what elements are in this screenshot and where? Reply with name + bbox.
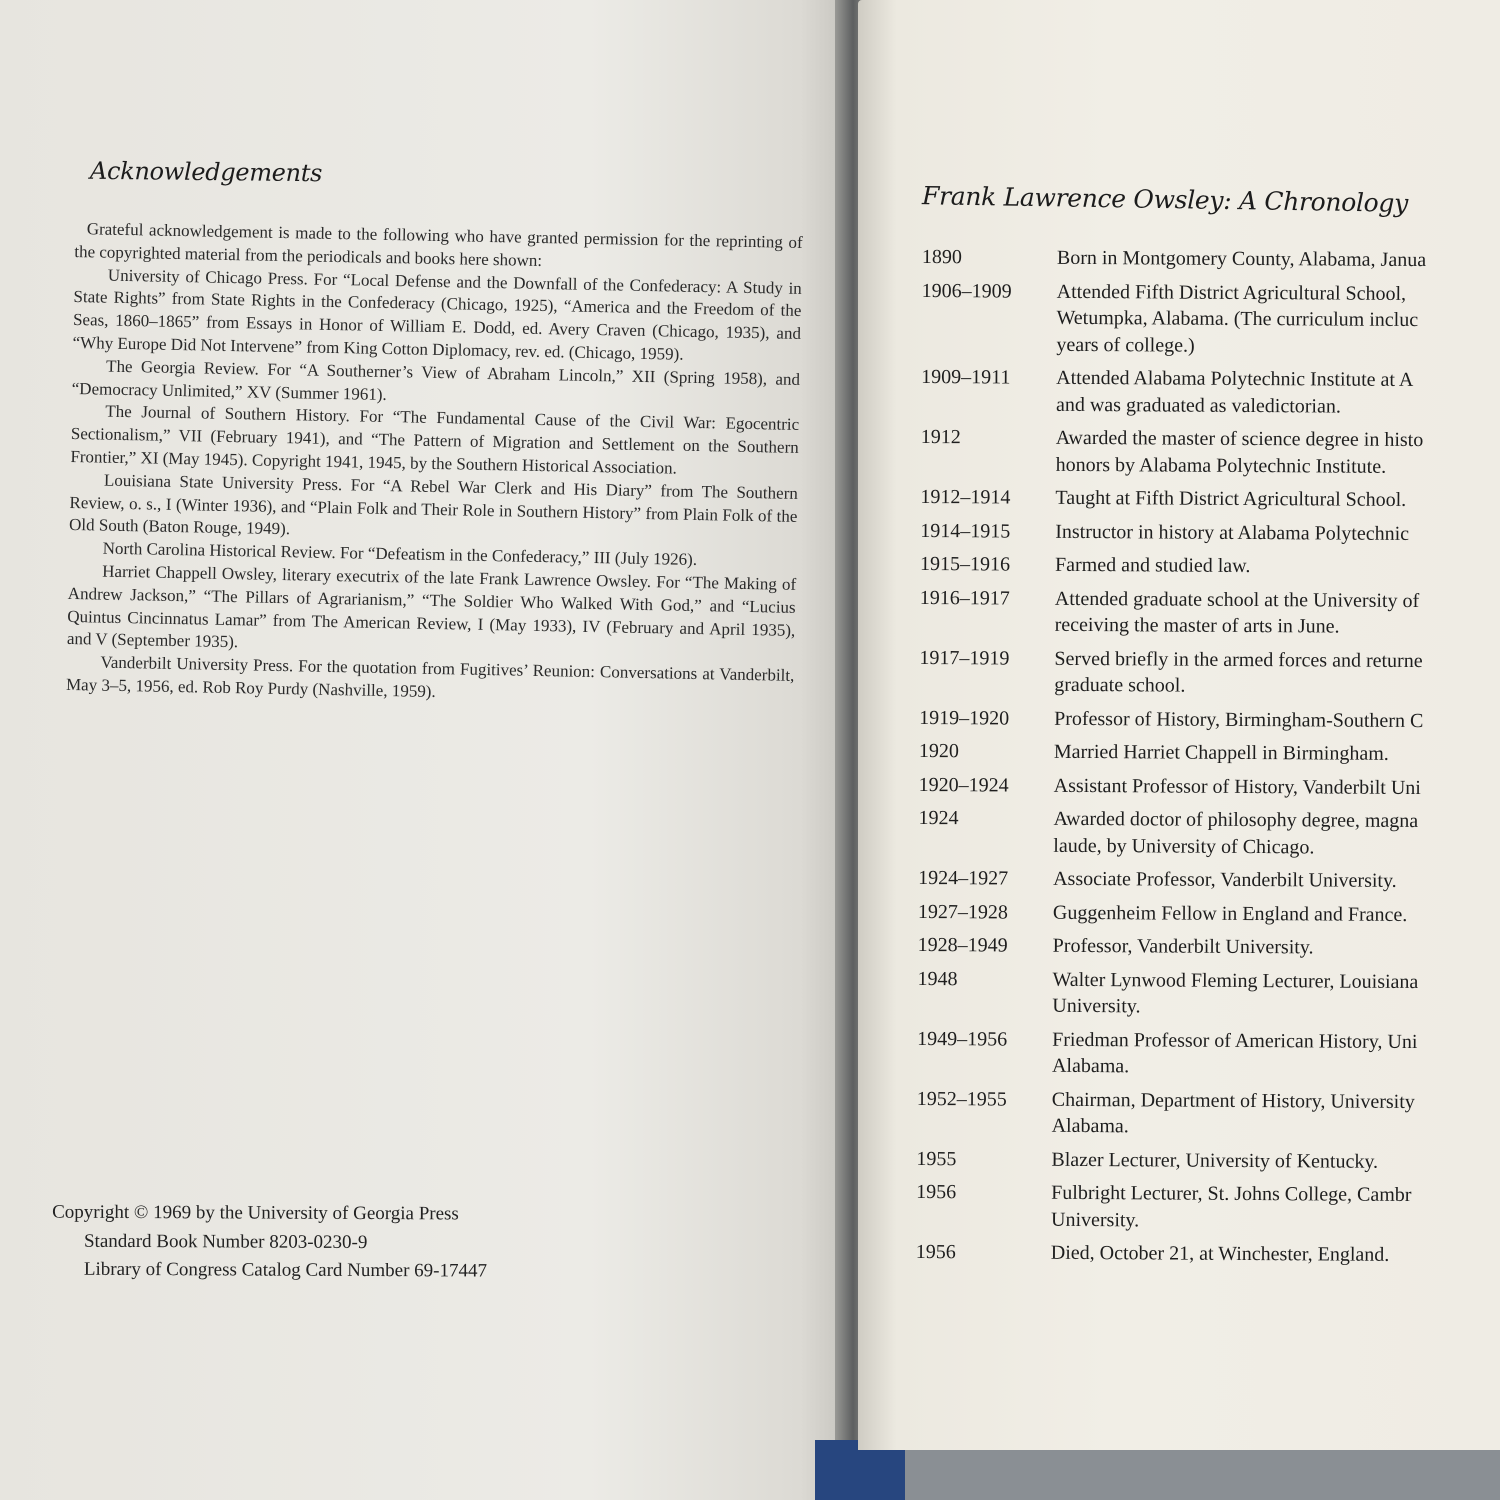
chronology-event	[1056, 365, 1500, 421]
chronology-event-line: Professor, Vanderbilt University.	[1052, 934, 1314, 959]
chronology-row	[918, 865, 1500, 895]
chronology-row	[920, 584, 1500, 641]
chronology-event-line: Attended Fifth District Agricultural School,	[1056, 280, 1407, 305]
chronology-year: 1924–1927	[918, 866, 1009, 890]
acknowledgement-entry: University of Chicago Press. For “Local Defense and the Downfall of the Confederacy: A Study in State Rights” from State Rights in the Confederacy (Chicago, 1925), “America and the Freedom of the Seas, 1860–1865” from Essays in Honor of William E. Dodd, ed. Avery Craven (Chicago, 1935), and “Why Europe Did Not Intervene” from King Cotton Diplomacy, rev. ed. (Chicago, 1959).	[72, 265, 802, 364]
chronology-year: 1919–1920	[919, 706, 1010, 730]
chronology-row	[917, 1025, 1500, 1082]
chronology-event-line: Taught at Fifth District Agricultural School.	[1055, 486, 1407, 511]
chronology-year: 1916–1917	[919, 586, 1010, 610]
chronology-event	[1053, 866, 1500, 896]
chronology-row	[916, 1145, 1500, 1175]
chronology-event-line: Born in Montgomery County, Alabama, Janua	[1056, 246, 1427, 272]
chronology-event	[1051, 1146, 1500, 1176]
chronology-event	[1054, 645, 1500, 701]
chronology-year: 1906–1909	[921, 279, 1012, 303]
chronology-event-line: Attended graduate school at the University of	[1054, 587, 1420, 612]
chronology-event	[1055, 585, 1500, 641]
chronology-event-line: Friedman Professor of American History, Uni	[1052, 1028, 1418, 1053]
chronology-event	[1052, 1026, 1500, 1082]
copyright-line: Copyright © 1969 by the University of Georgia Press	[52, 1201, 459, 1225]
chronology-event-line: Awarded the master of science degree in histo	[1055, 426, 1424, 452]
chronology-row	[916, 1179, 1500, 1236]
chronology-row	[918, 932, 1500, 962]
chronology-year: 1912–1914	[920, 485, 1011, 509]
copyright-block	[52, 1199, 672, 1287]
chronology-row	[920, 517, 1500, 547]
chronology-row	[918, 898, 1500, 928]
chronology-event-line: Died, October 21, at Winchester, England.	[1050, 1241, 1390, 1266]
chronology-event-line: Walter Lynwood Fleming Lecturer, Louisiana	[1052, 968, 1419, 993]
chronology-event-line: laude, by University of Chicago.	[1053, 834, 1315, 858]
chronology-list	[916, 244, 1500, 1276]
chronology-row	[919, 771, 1500, 801]
chronology-event	[1053, 806, 1500, 862]
chronology-event-line: Married Harriet Chappell in Birmingham.	[1053, 740, 1389, 765]
chronology-event	[1053, 899, 1500, 929]
chronology-event-line: years of college.)	[1056, 333, 1195, 357]
chronology-year: 1927–1928	[917, 900, 1008, 924]
chronology-year: 1956	[916, 1180, 957, 1204]
chronology-year: 1952–1955	[916, 1087, 1007, 1111]
chronology-event	[1056, 278, 1500, 361]
chronology-row	[921, 277, 1500, 360]
chronology-year: 1920–1924	[918, 773, 1009, 797]
chronology-year: 1928–1949	[917, 933, 1008, 957]
chronology-event	[1056, 425, 1500, 481]
chronology-year: 1924	[918, 806, 959, 830]
chronology-row	[916, 1239, 1500, 1269]
chronology-event	[1054, 705, 1500, 735]
chronology-event-line: Assistant Professor of History, Vanderbilt Uni	[1053, 774, 1421, 799]
chronology-event	[1054, 772, 1500, 802]
acknowledgement-entry: Vanderbilt University Press. For the quotation from Fugitives’ Reunion: Conversations at Vanderbilt, May 3–5, 1956, ed. Rob Roy Purdy (Nashville, 1959).	[65, 652, 795, 701]
chronology-event-line: Alabama.	[1051, 1114, 1129, 1138]
chronology-event	[1055, 485, 1500, 515]
chronology-event-line: Served briefly in the armed forces and returne	[1054, 647, 1423, 672]
chronology-event-line: Instructor in history at Alabama Polytechnic	[1055, 520, 1410, 545]
chronology-row	[919, 704, 1500, 734]
chronology-year: 1890	[921, 245, 962, 269]
chronology-event-line: graduate school.	[1054, 673, 1186, 697]
chronology-row	[920, 551, 1500, 581]
chronology-row	[922, 244, 1500, 274]
chronology-row	[917, 1085, 1500, 1142]
chronology-event-line: Blazer Lecturer, University of Kentucky.	[1051, 1148, 1379, 1173]
acknowledgements-body	[66, 218, 803, 711]
chronology-event-line: Associate Professor, Vanderbilt University.	[1053, 867, 1397, 892]
chronology-row	[919, 738, 1500, 768]
chronology-event-line: Farmed and studied law.	[1054, 553, 1251, 578]
chronology-year: 1949–1956	[917, 1027, 1008, 1051]
chronology-event	[1055, 552, 1500, 582]
standard-book-number: Standard Book Number 8203-0230-9	[83, 1230, 368, 1253]
catalog-card-number: Library of Congress Catalog Card Number 69-17447	[83, 1258, 488, 1282]
chronology-event	[1051, 1240, 1500, 1270]
chronology-year: 1915–1916	[919, 552, 1011, 576]
chronology-row	[920, 484, 1500, 514]
chronology-event-line: Chairman, Department of History, University	[1051, 1088, 1415, 1113]
chronology-event-line: Attended Alabama Polytechnic Institute at A	[1056, 366, 1414, 392]
chronology-event	[1055, 518, 1500, 548]
acknowledgements-intro: Grateful acknowledgement is made to the following who have granted permission for the reprinting of the copyrighted material from the periodicals and books here shown:	[74, 219, 803, 270]
acknowledgement-entry: Harriet Chappell Owsley, literary executrix of the late Frank Lawrence Owsley. For “The Making of Andrew Jackson,” “The Pillars of Agrarianism,” “The Soldier Who Walked With God,” and “Lucius Quintus Cincinnatus Lamar” from The American Review, I (May 1933), IV (February and April 1935), and V (September 1935).	[66, 561, 797, 652]
chronology-event-line: University.	[1052, 994, 1141, 1018]
chronology-event-line: Alabama.	[1051, 1054, 1130, 1078]
chronology-row	[919, 644, 1500, 701]
chronology-year: 1955	[916, 1147, 957, 1170]
acknowledgement-entry: The Georgia Review. For “A Southerner’s View of Abraham Lincoln,” XII (Spring 1958), and “Democracy Unlimited,” XV (Summer 1961).	[71, 356, 801, 404]
chronology-heading: Frank Lawrence Owsley: A Chronology	[921, 181, 1409, 218]
chronology-year: 1948	[917, 967, 958, 990]
chronology-event-line: and was graduated as valedictorian.	[1055, 393, 1341, 418]
chronology-event	[1053, 933, 1500, 963]
acknowledgements-heading: Acknowledgements	[89, 156, 323, 188]
chronology-year: 1920	[918, 739, 959, 763]
chronology-row	[918, 805, 1500, 862]
chronology-year: 1909–1911	[921, 365, 1011, 389]
chronology-event	[1054, 739, 1500, 769]
chronology-event	[1057, 245, 1500, 275]
chronology-event-line: University.	[1050, 1208, 1140, 1231]
chronology-row	[917, 965, 1500, 1022]
chronology-event-line: receiving the master of arts in June.	[1054, 613, 1340, 638]
chronology-year: 1956	[915, 1240, 956, 1264]
chronology-event-line: Fulbright Lecturer, St. Johns College, Cambr	[1051, 1181, 1412, 1207]
chronology-event-line: honors by Alabama Polytechnic Institute.	[1055, 453, 1387, 478]
chronology-event	[1052, 1086, 1500, 1142]
chronology-year: 1912	[920, 425, 961, 449]
chronology-year: 1917–1919	[919, 646, 1010, 670]
acknowledgement-entry: The Journal of Southern History. For “The Fundamental Cause of the Civil War: Egocentric Sectionalism,” VII (February 1941), and “The Pattern of Migration and Settlement on the Southern Frontier,” XI (May 1945). Copyright 1941, 1945, by the Southern Historical Association.	[70, 401, 800, 478]
chronology-row	[921, 424, 1500, 481]
chronology-event-line: Awarded doctor of philosophy degree, magna	[1053, 807, 1419, 833]
chronology-event-line: Professor of History, Birmingham-Southern C	[1054, 707, 1424, 732]
chronology-event	[1052, 966, 1500, 1022]
chronology-event-line: Wetumpka, Alabama. (The curriculum incluc	[1056, 306, 1419, 332]
chronology-row	[921, 364, 1500, 421]
chronology-event	[1051, 1180, 1500, 1236]
acknowledgement-entry: Louisiana State University Press. For “A Rebel War Clerk and His Diary” from The Southern Review, o. s., I (Winter 1936), and “Plain Folk and Their Role in Southern History” from Plain Folk of the Old South (Baton Rouge, 1949).	[68, 470, 799, 539]
acknowledgement-entry: North Carolina Historical Review. For “Defeatism in the Confederacy,” III (July 1926).	[102, 538, 698, 570]
chronology-year: 1914–1915	[920, 519, 1011, 543]
chronology-event-line: Guggenheim Fellow in England and France.	[1052, 901, 1408, 926]
